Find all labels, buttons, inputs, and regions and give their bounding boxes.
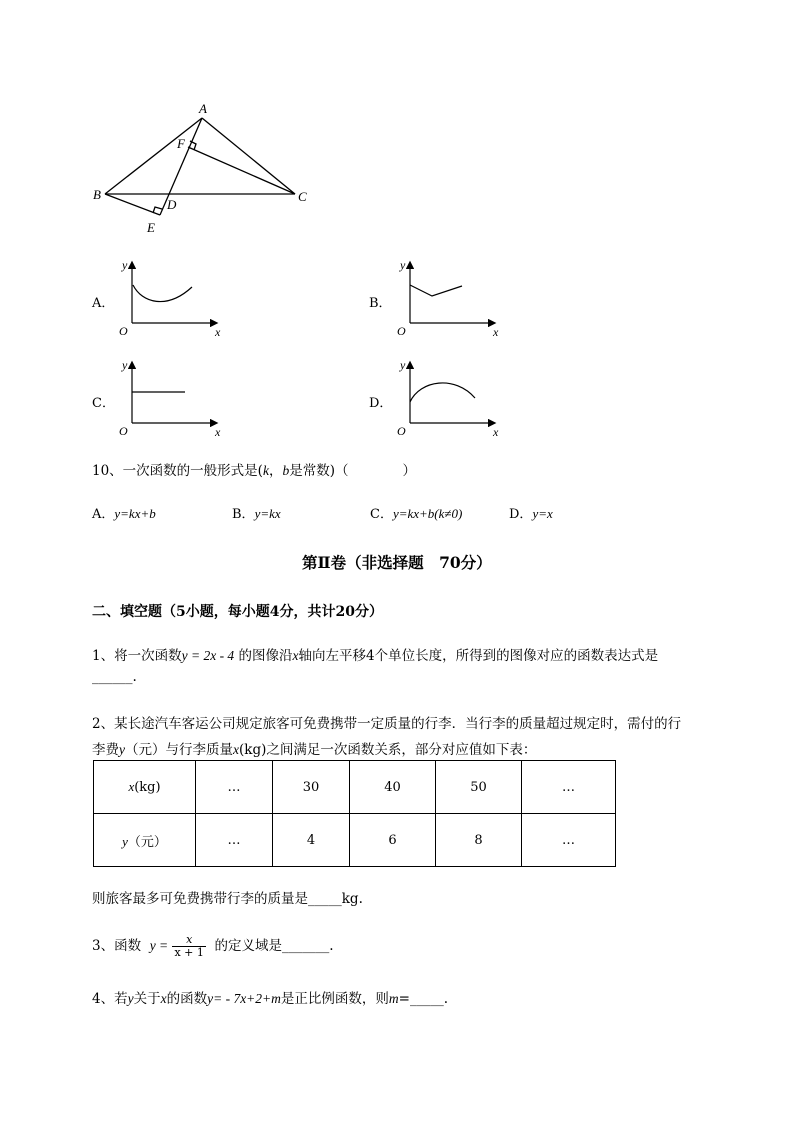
table-header-cell: y（元） <box>94 814 196 867</box>
question-1-blank[interactable]: ______. <box>92 669 137 685</box>
table-header-cell: x(kg) <box>94 761 196 814</box>
label-B: B <box>93 187 101 202</box>
question-10-option-D[interactable]: D．y=x <box>509 506 553 522</box>
fill-in-heading: 二、填空题（5小题，每小题4分，共计20分） <box>92 604 383 620</box>
question-4: 4、若y关于x的函数y= - 7x+2+m是正比例函数，则m=_____. <box>92 991 449 1007</box>
segment-FC <box>188 147 295 194</box>
segment-AB <box>105 118 202 194</box>
svg-text:y: y <box>400 358 406 372</box>
svg-text:O: O <box>397 324 406 338</box>
table-cell: 8 <box>436 814 522 867</box>
graph-option-A-letter: A． <box>92 296 115 311</box>
segment-BE <box>105 194 160 215</box>
graph-option-D-letter: D． <box>369 396 393 411</box>
graph-option-C-letter: C． <box>92 396 115 411</box>
label-C: C <box>298 189 307 204</box>
question-2-line-2: 李费y（元）与行李质量x(kg)之间满足一次函数关系，部分对应值如下表： <box>92 742 537 758</box>
svg-text:O: O <box>119 324 128 338</box>
graph-option-D <box>390 355 510 440</box>
section-title: 第Ⅱ卷（非选择题 70分） <box>302 553 492 572</box>
table-cell: 50 <box>436 761 522 814</box>
segment-AC <box>202 118 295 194</box>
graph-option-A <box>112 255 232 340</box>
fraction: $\frac{x}{x + 1}$ <box>174 933 204 959</box>
question-10-option-C[interactable]: C．y=kx+b(k≠0) <box>370 506 463 522</box>
svg-text:O: O <box>119 424 128 438</box>
graph-option-C <box>112 355 232 440</box>
graph-curve <box>410 285 462 296</box>
data-table <box>93 760 616 867</box>
graph-option-B <box>390 255 510 340</box>
graph-curve <box>133 285 192 302</box>
question-10-option-B[interactable]: B．y=kx <box>232 506 281 522</box>
triangle-figure <box>85 95 325 245</box>
table-cell: 6 <box>350 814 436 867</box>
table-cell: … <box>196 761 273 814</box>
graph-option-B-letter: B． <box>369 296 392 311</box>
svg-text:y: y <box>400 258 406 272</box>
question-1: 1、将一次函数y = 2x - 4 的图像沿x轴向左平移4个单位长度，所得到的图像对应的函数表达式是 <box>92 648 659 664</box>
svg-text:x: x <box>215 325 221 339</box>
question-10-stem: 10、一次函数的一般形式是(k，b是常数)（ ） <box>92 463 416 479</box>
question-3: 3、函数 y = $\frac{x}{x + 1}$ 的定义域是_______. <box>92 933 334 959</box>
svg-text:y: y <box>122 358 128 372</box>
question-2-line-1: 2、某长途汽车客运公司规定旅客可免费携带一定质量的行李．当行李的质量超过规定时，需付的行 <box>92 716 682 732</box>
label-A: A <box>199 101 207 116</box>
table-cell: 4 <box>273 814 350 867</box>
label-E: E <box>147 220 155 235</box>
label-D: D <box>167 197 177 212</box>
graph-curve <box>410 383 475 402</box>
table-cell: 30 <box>273 761 350 814</box>
svg-text:y: y <box>122 258 128 272</box>
table-row <box>94 814 616 867</box>
question-2-after: 则旅客最多可免费携带行李的质量是_____kg. <box>92 891 363 907</box>
svg-text:O: O <box>397 424 406 438</box>
table-row <box>94 761 616 814</box>
question-10-option-A[interactable]: A．y=kx+b <box>92 506 156 522</box>
svg-text:x: x <box>215 425 221 439</box>
table-cell: … <box>522 814 616 867</box>
svg-text:x: x <box>493 325 499 339</box>
table-cell: … <box>522 761 616 814</box>
label-F: F <box>177 136 185 151</box>
table-cell: … <box>196 814 273 867</box>
table-cell: 40 <box>350 761 436 814</box>
svg-text:x: x <box>493 425 499 439</box>
